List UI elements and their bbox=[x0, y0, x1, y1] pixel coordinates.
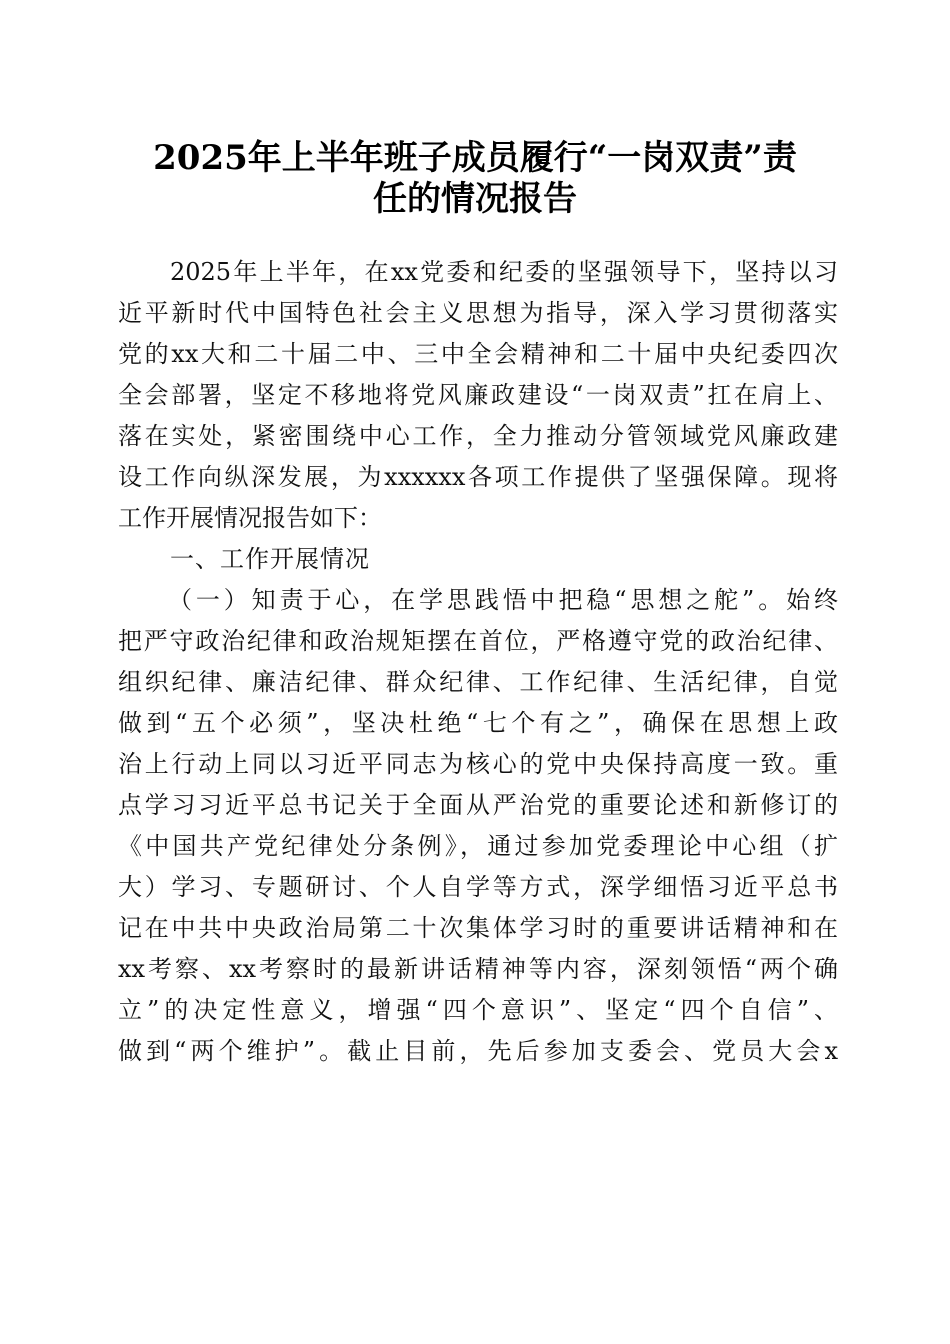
paragraph-line: 《中国共产党纪律处分条例》，通过参加党委理论中心组（扩 bbox=[118, 832, 838, 860]
paragraph-line: 立”的决定性意义，增强“四个意识”、坚定“四个自信”、 bbox=[118, 996, 838, 1024]
paragraph-line: 党的xx大和二十届二中、三中全会精神和二十届中央纪委四次 bbox=[118, 340, 838, 368]
title-line-1: 2025年上半年班子成员履行“一岗双责”责 bbox=[153, 138, 797, 178]
paragraph-line: 做到“两个维护”。截止目前，先后参加支委会、党员大会x bbox=[118, 1037, 838, 1065]
document-body bbox=[118, 252, 838, 1072]
paragraph-line: 设工作向纵深发展，为xxxxxx各项工作提供了坚强保障。现将 bbox=[118, 463, 838, 491]
paragraph-line: 点学习习近平总书记关于全面从严治党的重要论述和新修订的 bbox=[118, 791, 838, 819]
title-line-2: 任的情况报告 bbox=[373, 179, 577, 219]
paragraph-line: 2025年上半年，在xx党委和纪委的坚强领导下，坚持以习 bbox=[170, 258, 838, 286]
paragraph-line: 大）学习、专题研讨、个人自学等方式，深学细悟习近平总书 bbox=[118, 873, 838, 901]
document-title bbox=[110, 138, 840, 220]
paragraph-line: 工作开展情况报告如下： bbox=[118, 504, 382, 532]
paragraph-line: 记在中共中央政治局第二十次集体学习时的重要讲话精神和在 bbox=[118, 914, 838, 942]
section-paragraph bbox=[118, 580, 838, 1072]
section-heading: 一、工作开展情况 bbox=[170, 545, 370, 573]
paragraph-line: 全会部署，坚定不移地将党风廉政建设“一岗双责”扛在肩上、 bbox=[118, 381, 838, 409]
paragraph-line: 落在实处，紧密围绕中心工作，全力推动分管领域党风廉政建 bbox=[118, 422, 838, 450]
paragraph-line: 治上行动上同以习近平同志为核心的党中央保持高度一致。重 bbox=[118, 750, 838, 778]
paragraph-line: （一）知责于心，在学思践悟中把稳“思想之舵”。始终 bbox=[168, 586, 838, 614]
intro-paragraph bbox=[118, 252, 838, 539]
paragraph-line: 近平新时代中国特色社会主义思想为指导，深入学习贯彻落实 bbox=[118, 299, 838, 327]
paragraph-line: xx考察、xx考察时的最新讲话精神等内容，深刻领悟“两个确 bbox=[118, 955, 838, 983]
paragraph-line: 做到“五个必须”，坚决杜绝“七个有之”，确保在思想上政 bbox=[118, 709, 838, 737]
paragraph-line: 把严守政治纪律和政治规矩摆在首位，严格遵守党的政治纪律、 bbox=[118, 627, 838, 655]
paragraph-line: 组织纪律、廉洁纪律、群众纪律、工作纪律、生活纪律，自觉 bbox=[118, 668, 838, 696]
